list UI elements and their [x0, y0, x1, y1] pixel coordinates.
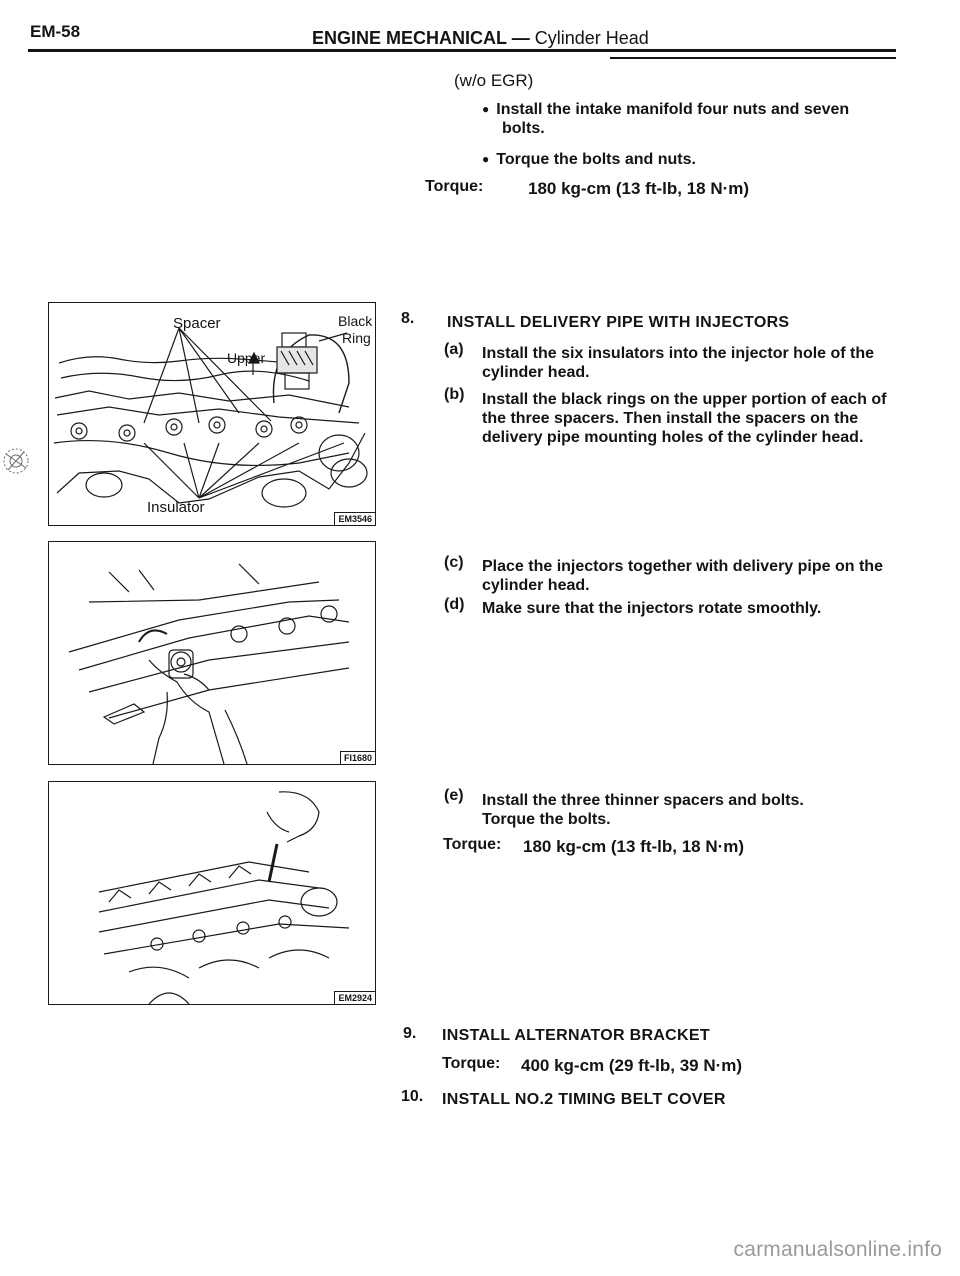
substep-text	[482, 791, 902, 829]
text-line: Install the three thinner spacers and bolts.	[482, 792, 804, 809]
label-insulator: Insulator	[147, 499, 205, 516]
torque-value: 180 kg-cm (13 ft-lb, 18 N·m)	[523, 837, 745, 856]
text-line: Install the six insulators into the injector hole of the	[482, 345, 875, 362]
page-number: EM-58	[30, 22, 81, 41]
label-ring: Ring	[342, 330, 371, 346]
text-line: Place the injectors together with delivery pipe on the	[482, 558, 883, 575]
margin-mark-icon	[0, 444, 34, 483]
figure-code: EM3546	[334, 512, 375, 525]
text-line: cylinder head.	[482, 364, 590, 381]
torque-label: Torque:	[425, 178, 484, 195]
title-dash: —	[511, 28, 530, 48]
substep-label: (e)	[444, 787, 464, 804]
substep-label: (a)	[444, 341, 464, 358]
torque-value: 400 kg-cm (29 ft-lb, 39 N·m)	[521, 1056, 743, 1075]
bullet-install-manifold-cont: bolts.	[502, 120, 545, 137]
bullet-install-manifold	[482, 100, 849, 120]
label-upper: Upper	[227, 350, 266, 366]
bullet-text: Torque the bolts and nuts.	[496, 151, 696, 168]
substep-text	[482, 599, 902, 618]
text-line: delivery pipe mounting holes of the cylinder head.	[482, 429, 864, 446]
figure-code: EM2924	[334, 991, 375, 1004]
cylinder-head-illustration	[49, 782, 375, 1004]
step-title: INSTALL DELIVERY PIPE WITH INJECTORS	[447, 314, 790, 331]
text-line: Install the black rings on the upper portion of each of	[482, 391, 887, 408]
engine-illustration	[49, 303, 375, 525]
bullet-torque	[482, 150, 696, 170]
subsection-title: Cylinder Head	[534, 28, 649, 48]
header-rule-secondary	[610, 57, 896, 59]
torque-value: 180 kg-cm (13 ft-lb, 18 N·m)	[528, 179, 750, 198]
label-spacer: Spacer	[173, 315, 221, 332]
substep-label: (d)	[444, 596, 465, 613]
figure-spacer-insulator	[48, 302, 376, 526]
figure-spacer-bolts	[48, 781, 376, 1005]
section-title: ENGINE MECHANICAL	[312, 28, 507, 48]
step-title: INSTALL ALTERNATOR BRACKET	[442, 1027, 710, 1044]
label-black: Black	[338, 313, 373, 329]
bullet-text: Install the intake manifold four nuts and seven	[496, 101, 850, 118]
figure-injector-rotate	[48, 541, 376, 765]
torque-label: Torque:	[442, 1055, 501, 1072]
step-number: 9.	[403, 1025, 417, 1042]
torque-label: Torque:	[443, 836, 502, 853]
text-line: the three spacers. Then install the spacers on the	[482, 410, 859, 427]
substep-label: (b)	[444, 386, 465, 403]
step-title: INSTALL NO.2 TIMING BELT COVER	[442, 1091, 726, 1108]
header-rule	[28, 49, 896, 52]
substep-label: (c)	[444, 554, 464, 571]
condition-note: (w/o EGR)	[454, 71, 534, 90]
step-number: 8.	[401, 310, 415, 327]
text-line: cylinder head.	[482, 577, 590, 594]
substep-text	[482, 344, 902, 382]
page-title	[312, 28, 649, 49]
text-line: Make sure that the injectors rotate smoothly.	[482, 600, 822, 617]
substep-text	[482, 557, 902, 595]
substep-text	[482, 390, 902, 447]
text-line: Torque the bolts.	[482, 811, 611, 828]
injector-illustration	[49, 542, 375, 764]
figure-code: FI1680	[340, 751, 375, 764]
step-number: 10.	[401, 1088, 424, 1105]
watermark: carmanualsonline.info	[733, 1238, 942, 1261]
